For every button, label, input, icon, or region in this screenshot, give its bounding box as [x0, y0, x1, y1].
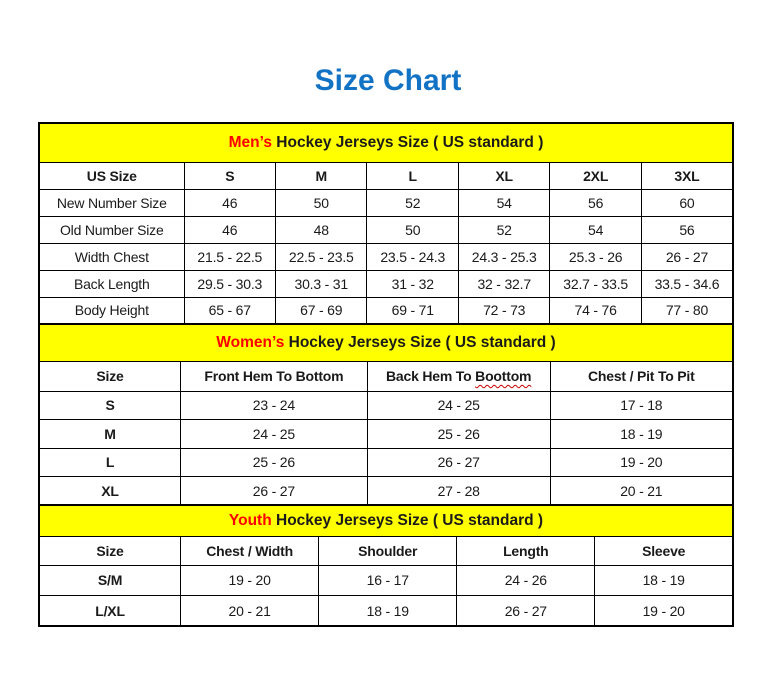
size-value: 52: [367, 189, 458, 216]
size-value: 24 - 25: [367, 391, 550, 420]
size-value: 65 - 67: [184, 297, 275, 324]
column-header: [367, 361, 550, 391]
size-value: 25.3 - 26: [550, 243, 641, 270]
size-value: 23.5 - 24.3: [367, 243, 458, 270]
size-value: 26 - 27: [641, 243, 733, 270]
row-label: Width Chest: [39, 243, 184, 270]
size-value: 50: [276, 189, 367, 216]
row-label: XL: [39, 477, 181, 506]
size-value: 26 - 27: [181, 477, 368, 506]
column-header: Front Hem To Bottom: [181, 361, 368, 391]
row-label: New Number Size: [39, 189, 184, 216]
size-value: 18 - 19: [319, 596, 457, 627]
youth-banner: [39, 505, 733, 536]
column-header: XL: [458, 162, 549, 189]
row-label: Old Number Size: [39, 216, 184, 243]
row-label: Body Height: [39, 297, 184, 324]
table-row: [39, 243, 733, 270]
size-value: 20 - 21: [550, 477, 733, 506]
size-value: 32.7 - 33.5: [550, 270, 641, 297]
womens-size-table: [38, 323, 734, 506]
youth-banner-text: Hockey Jerseys Size ( US standard ): [271, 511, 544, 529]
size-value: 27 - 28: [367, 477, 550, 506]
size-value: 25 - 26: [367, 420, 550, 449]
size-value: 29.5 - 30.3: [184, 270, 275, 297]
row-label: L: [39, 448, 181, 477]
column-header: US Size: [39, 162, 184, 189]
column-header: Sleeve: [595, 536, 733, 565]
table-row: [39, 596, 733, 627]
table-row: [39, 420, 733, 449]
page-title: Size Chart: [314, 64, 462, 97]
size-value: 20 - 21: [181, 596, 319, 627]
column-header: Size: [39, 361, 181, 391]
size-value: 25 - 26: [181, 448, 368, 477]
misspelled-word: Boottom: [475, 368, 532, 384]
youth-banner-highlight: Youth: [228, 511, 272, 529]
column-header: 2XL: [550, 162, 641, 189]
size-value: 67 - 69: [276, 297, 367, 324]
mens-banner-highlight: Men’s: [228, 133, 272, 151]
size-value: 60: [641, 189, 733, 216]
size-value: 32 - 32.7: [458, 270, 549, 297]
youth-banner-row: [39, 505, 733, 536]
column-header: Shoulder: [319, 536, 457, 565]
row-label: S/M: [39, 565, 181, 596]
mens-banner-row: [39, 123, 733, 162]
column-header: Chest / Pit To Pit: [550, 361, 733, 391]
row-label: S: [39, 391, 181, 420]
table-row: [39, 565, 733, 596]
size-value: 24 - 25: [181, 420, 368, 449]
table-row: [39, 477, 733, 506]
size-value: 26 - 27: [457, 596, 595, 627]
table-row: [39, 448, 733, 477]
table-row: [39, 297, 733, 324]
size-value: 19 - 20: [595, 596, 733, 627]
size-value: 33.5 - 34.6: [641, 270, 733, 297]
table-row: [39, 391, 733, 420]
youth-header-row: [39, 536, 733, 565]
mens-size-table: [38, 122, 734, 325]
size-chart-tables: [38, 122, 734, 627]
mens-banner-text: Hockey Jerseys Size ( US standard ): [271, 133, 544, 151]
size-value: 21.5 - 22.5: [184, 243, 275, 270]
size-value: 46: [184, 216, 275, 243]
row-label: M: [39, 420, 181, 449]
size-value: 19 - 20: [550, 448, 733, 477]
size-value: 26 - 27: [367, 448, 550, 477]
size-value: 56: [641, 216, 733, 243]
size-value: 54: [458, 189, 549, 216]
size-value: 69 - 71: [367, 297, 458, 324]
womens-banner-text: Hockey Jerseys Size ( US standard ): [284, 333, 556, 351]
womens-banner-highlight: Women’s: [216, 333, 285, 351]
size-value: 46: [184, 189, 275, 216]
table-row: [39, 216, 733, 243]
size-value: 17 - 18: [550, 391, 733, 420]
size-value: 50: [367, 216, 458, 243]
mens-header-row: [39, 162, 733, 189]
column-header: M: [276, 162, 367, 189]
size-value: 30.3 - 31: [276, 270, 367, 297]
mens-banner: [39, 123, 733, 162]
size-value: 18 - 19: [550, 420, 733, 449]
youth-size-table: [38, 504, 734, 627]
size-value: 24 - 26: [457, 565, 595, 596]
row-label: L/XL: [39, 596, 181, 627]
column-header-text: Back Hem To: [386, 368, 476, 384]
size-value: 56: [550, 189, 641, 216]
size-value: 23 - 24: [181, 391, 368, 420]
size-value: 54: [550, 216, 641, 243]
size-value: 48: [276, 216, 367, 243]
size-value: 19 - 20: [181, 565, 319, 596]
womens-header-row: [39, 361, 733, 391]
size-value: 16 - 17: [319, 565, 457, 596]
column-header: L: [367, 162, 458, 189]
womens-banner-row: [39, 324, 733, 361]
table-row: [39, 189, 733, 216]
size-value: 77 - 80: [641, 297, 733, 324]
size-value: 52: [458, 216, 549, 243]
row-label: Back Length: [39, 270, 184, 297]
size-value: 24.3 - 25.3: [458, 243, 549, 270]
table-row: [39, 270, 733, 297]
column-header: Chest / Width: [181, 536, 319, 565]
size-value: 31 - 32: [367, 270, 458, 297]
column-header: S: [184, 162, 275, 189]
size-value: 18 - 19: [595, 565, 733, 596]
size-value: 72 - 73: [458, 297, 549, 324]
column-header: Size: [39, 536, 181, 565]
womens-banner: [39, 324, 733, 361]
size-value: 22.5 - 23.5: [276, 243, 367, 270]
size-value: 74 - 76: [550, 297, 641, 324]
column-header: 3XL: [641, 162, 733, 189]
column-header: Length: [457, 536, 595, 565]
